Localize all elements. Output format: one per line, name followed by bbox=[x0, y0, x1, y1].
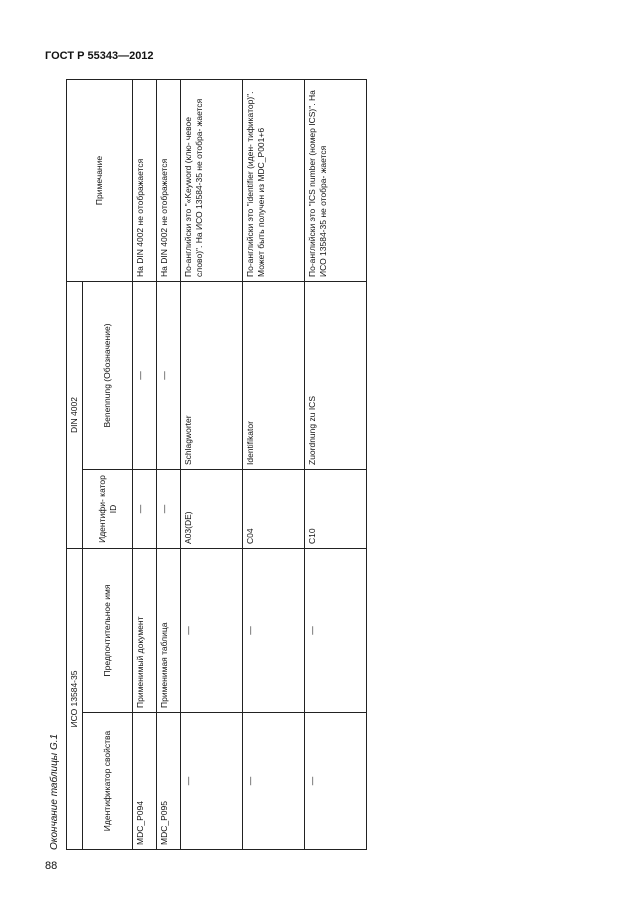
din-id-cell: C04 bbox=[243, 470, 305, 549]
preferred-name-cell: Применимая таблица bbox=[157, 549, 181, 713]
din-name-cell: — bbox=[157, 281, 181, 469]
din-id-cell: C10 bbox=[305, 470, 367, 549]
page-number: 88 bbox=[45, 860, 58, 872]
table-row bbox=[157, 79, 181, 849]
preferred-name-cell: — bbox=[243, 549, 305, 713]
iso-group-header: ИСО 13584-35 bbox=[67, 549, 83, 850]
table-row bbox=[133, 79, 157, 849]
din-name-cell: Identifikator bbox=[243, 281, 305, 469]
preferred-name-cell: Применимый документ bbox=[133, 549, 157, 713]
note-cell: По-английски это "identifier (иден- тификатор)". Может быть получен из MDC_P001+6 bbox=[243, 79, 305, 281]
preferred-name-cell: — bbox=[305, 549, 367, 713]
din-id-cell: A03(DE) bbox=[181, 470, 243, 549]
preferred-name-cell: — bbox=[181, 549, 243, 713]
din-id-header: Идентифи- катор ID bbox=[83, 470, 133, 549]
din-name-cell: Zuordnung zu ICS bbox=[305, 281, 367, 469]
property-id-cell: MDC_P094 bbox=[133, 713, 157, 850]
table-g1 bbox=[66, 79, 367, 850]
table-row bbox=[305, 79, 367, 849]
note-header: Примечание bbox=[67, 79, 133, 281]
note-cell: На DIN 4002 не отображается bbox=[157, 79, 181, 281]
note-cell: По-английски это "«Keyword (клю- чевое слово)". На ИСО 13584-35 не отобра- жается bbox=[181, 79, 243, 281]
note-cell: По-английски это "ICS number (номер ICS)". На ИСО 13584-35 не отобра- жается bbox=[305, 79, 367, 281]
property-id-cell: — bbox=[181, 713, 243, 850]
note-cell: На DIN 4002 не отображается bbox=[133, 79, 157, 281]
din-id-cell: — bbox=[133, 470, 157, 549]
rotated-table-block bbox=[45, 80, 345, 850]
din-id-cell: — bbox=[157, 470, 181, 549]
din-name-header: Benennung (Обозначение) bbox=[83, 281, 133, 469]
table-row bbox=[243, 79, 305, 849]
property-id-header: Идентификатор свойства bbox=[83, 713, 133, 850]
din-name-cell: Schlagworter bbox=[181, 281, 243, 469]
din-group-header: DIN 4002 bbox=[67, 281, 83, 548]
document-header: ГОСТ Р 55343—2012 bbox=[45, 50, 154, 62]
property-id-cell: — bbox=[305, 713, 367, 850]
table-caption: Окончание таблицы G.1 bbox=[49, 733, 60, 850]
property-id-cell: MDC_P095 bbox=[157, 713, 181, 850]
table-row bbox=[181, 79, 243, 849]
preferred-name-header: Предпочтительное имя bbox=[83, 549, 133, 713]
property-id-cell: — bbox=[243, 713, 305, 850]
din-name-cell: — bbox=[133, 281, 157, 469]
